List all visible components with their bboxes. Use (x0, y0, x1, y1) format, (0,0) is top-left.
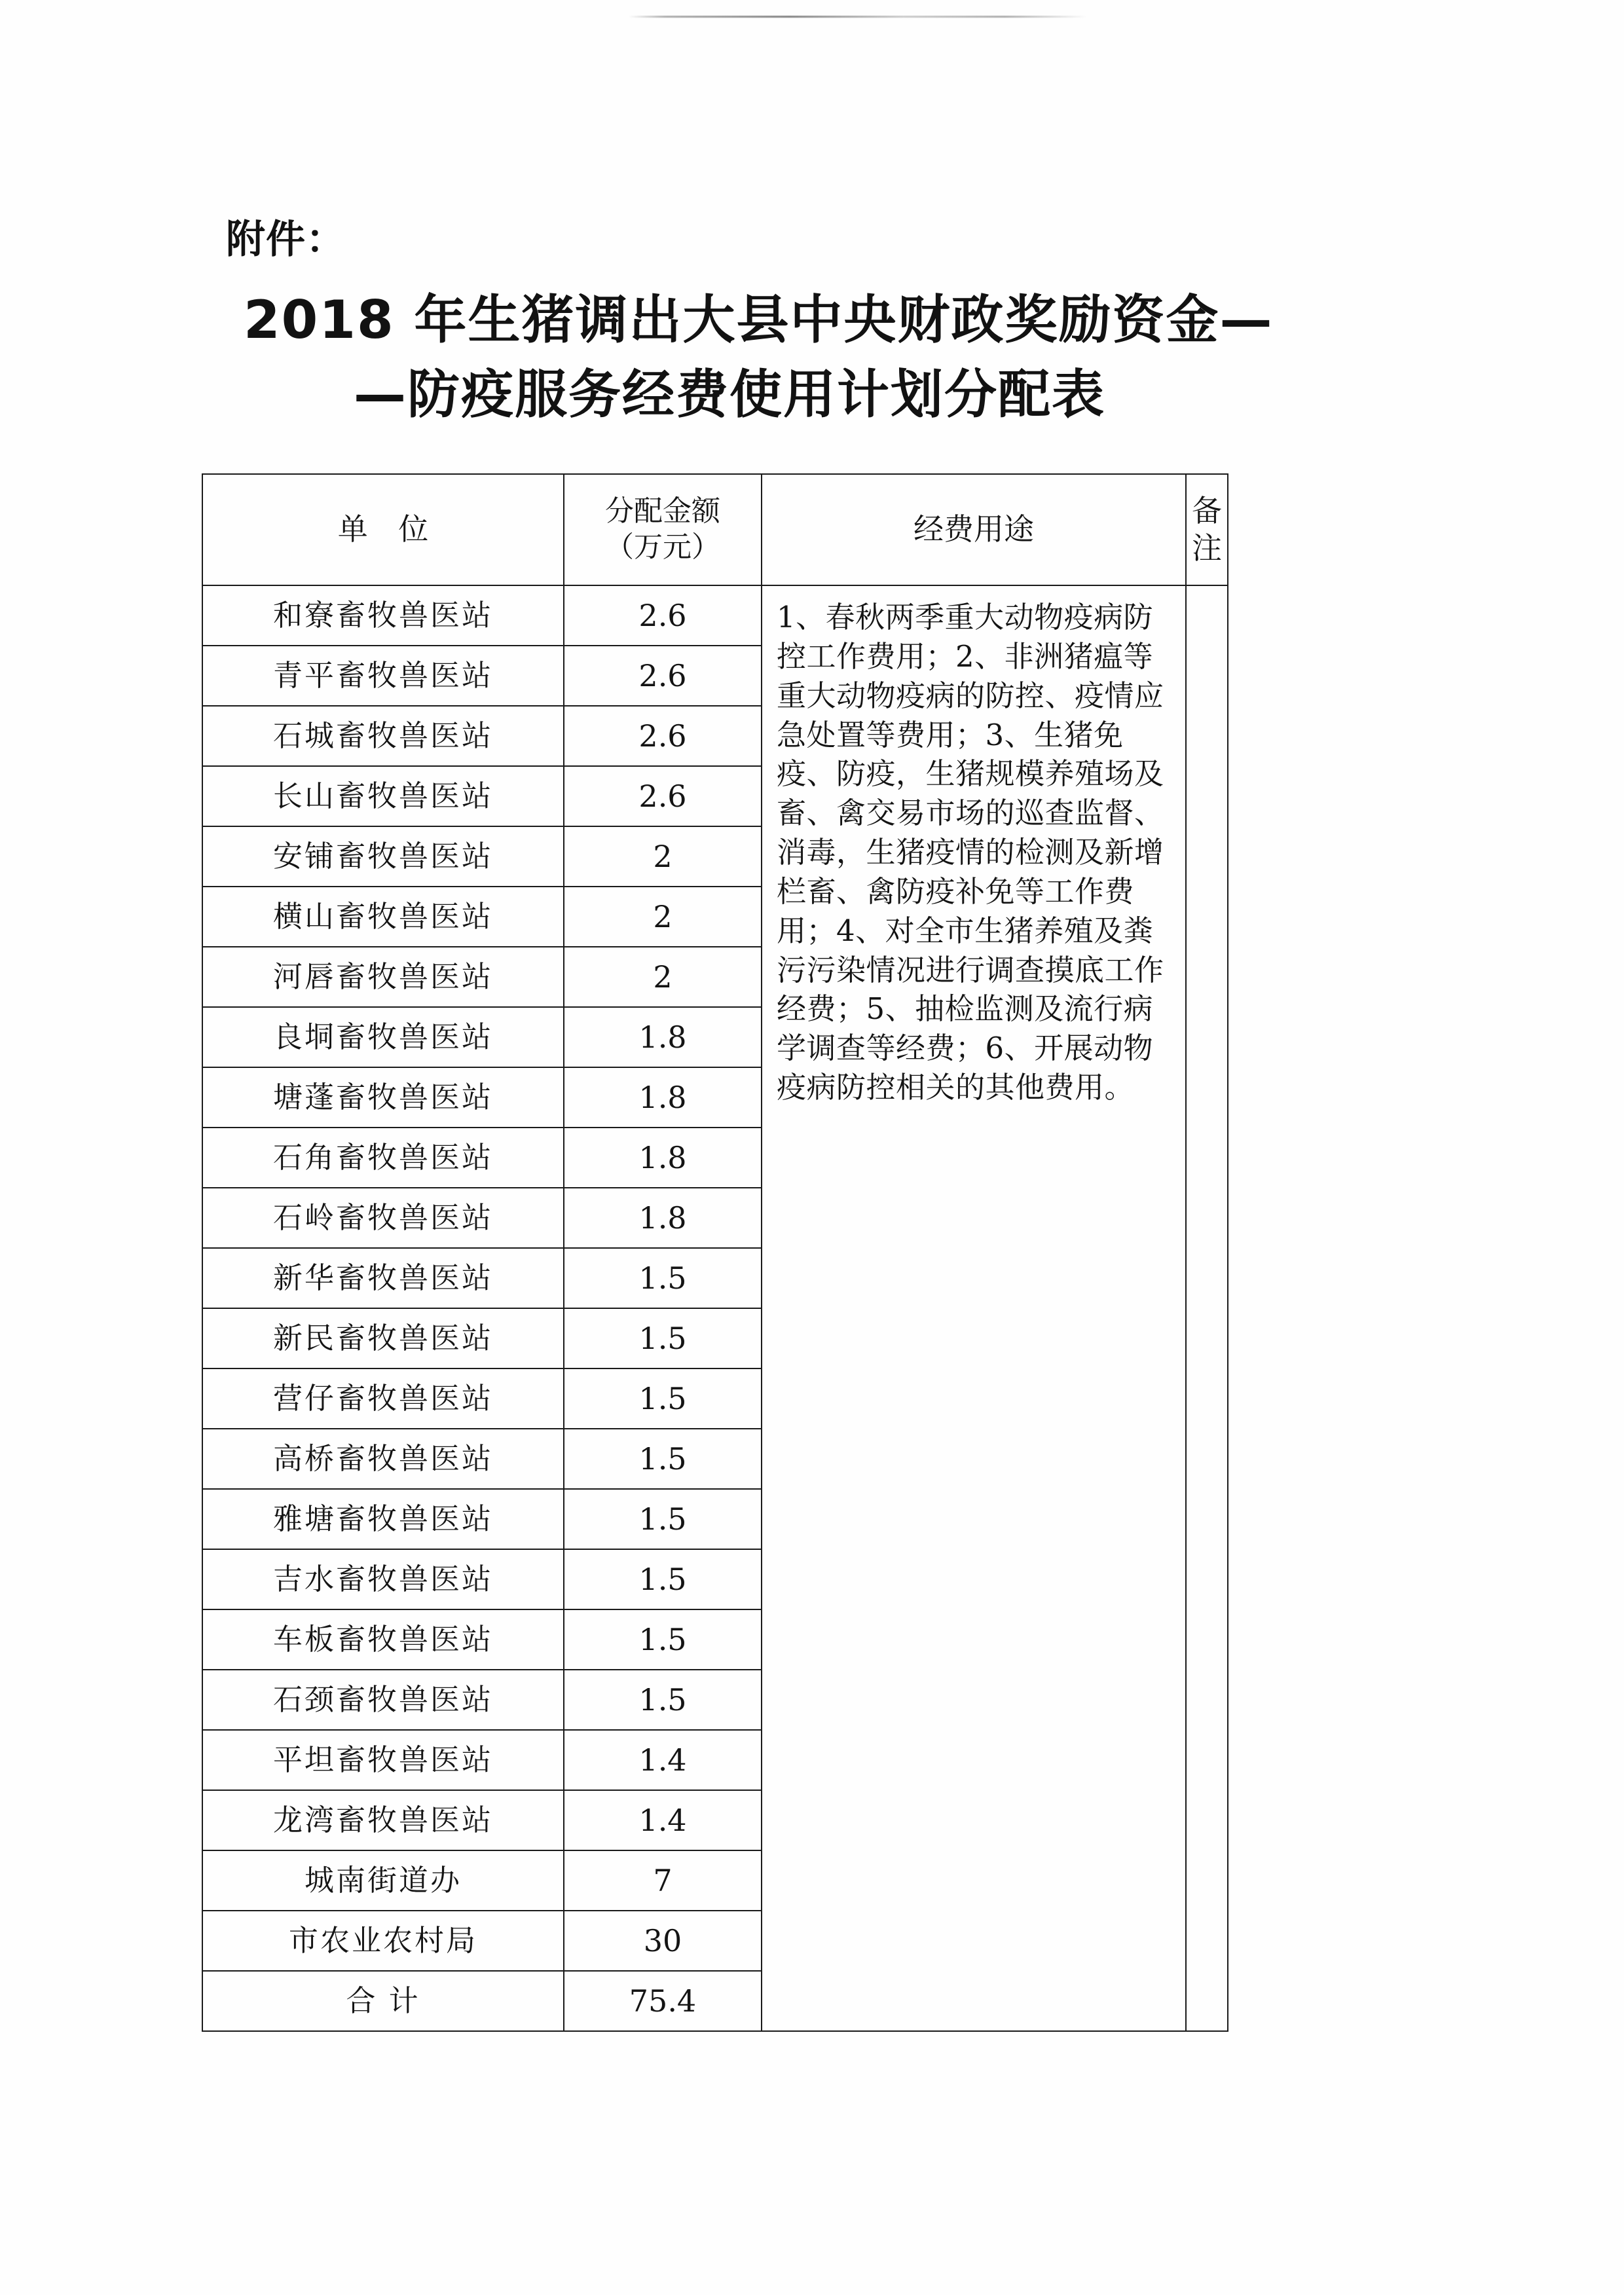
cell-amount: 1.8 (564, 1067, 762, 1128)
cell-unit: 长山畜牧兽医站 (202, 766, 564, 826)
cell-amount: 1.5 (564, 1429, 762, 1489)
cell-unit: 高桥畜牧兽医站 (202, 1429, 564, 1489)
cell-unit: 新华畜牧兽医站 (202, 1248, 564, 1308)
cell-unit: 新民畜牧兽医站 (202, 1308, 564, 1368)
column-header-amount-line-1: 分配金额 (605, 494, 720, 528)
cell-unit: 市农业农村局 (202, 1911, 564, 1971)
column-header-amount (564, 474, 762, 585)
table-header-row (202, 474, 1228, 585)
cell-amount: 1.4 (564, 1790, 762, 1850)
cell-unit: 营仔畜牧兽医站 (202, 1368, 564, 1429)
column-header-unit: 单 位 (202, 474, 564, 585)
cell-amount: 1.5 (564, 1308, 762, 1368)
cell-amount: 2.6 (564, 766, 762, 826)
cell-unit: 河唇畜牧兽医站 (202, 947, 564, 1007)
cell-unit: 青平畜牧兽医站 (202, 646, 564, 706)
table-row (202, 585, 1228, 646)
cell-amount: 2 (564, 947, 762, 1007)
page-title (236, 283, 1414, 431)
attachment-label: 附件： (226, 217, 346, 263)
table-body (202, 585, 1228, 2031)
cell-unit: 塘蓬畜牧兽医站 (202, 1067, 564, 1128)
cell-amount: 1.8 (564, 1007, 762, 1067)
cell-amount: 1.5 (564, 1609, 762, 1670)
cell-usage-description (762, 585, 1186, 2031)
cell-unit: 吉水畜牧兽医站 (202, 1549, 564, 1609)
cell-unit: 良垌畜牧兽医站 (202, 1007, 564, 1067)
cell-unit: 车板畜牧兽医站 (202, 1609, 564, 1670)
cell-unit: 石颈畜牧兽医站 (202, 1670, 564, 1730)
column-header-amount-line-2: （万元） (605, 530, 720, 564)
cell-amount: 2.6 (564, 646, 762, 706)
cell-amount: 1.8 (564, 1128, 762, 1188)
cell-amount: 1.8 (564, 1188, 762, 1248)
cell-unit: 石角畜牧兽医站 (202, 1128, 564, 1188)
cell-unit: 城南街道办 (202, 1850, 564, 1911)
cell-amount: 1.5 (564, 1549, 762, 1609)
cell-unit: 石城畜牧兽医站 (202, 706, 564, 766)
column-header-remark: 备注 (1186, 474, 1228, 585)
cell-amount: 1.5 (564, 1368, 762, 1429)
cell-remark (1186, 585, 1228, 2031)
cell-unit: 和寮畜牧兽医站 (202, 585, 564, 646)
cell-unit: 龙湾畜牧兽医站 (202, 1790, 564, 1850)
column-header-usage: 经费用途 (762, 474, 1186, 585)
cell-amount: 1.5 (564, 1248, 762, 1308)
usage-description-text: 1、春秋两季重大动物疫病防控工作费用；2、非洲猪瘟等重大动物疫病的防控、疫情应急处置等费用；3、生猪免疫、防疫，生猪规模养殖场及畜、禽交易市场的巡查监督、消毒，生猪疫情的检测及新增栏畜、禽防疫补免等工作费用；4、对全市生猪养殖及粪污污染情况进行调查摸底工作经费；5、抽检监测及流行病学调查等经费；6、开展动物疫病防控相关的其他费用。 (777, 600, 1164, 1105)
cell-unit: 平坦畜牧兽医站 (202, 1730, 564, 1790)
page-title-line-2: —防疫服务经费使用计划分配表 (354, 363, 1105, 425)
cell-unit: 雅塘畜牧兽医站 (202, 1489, 564, 1549)
cell-amount: 75.4 (564, 1971, 762, 2031)
cell-amount: 1.4 (564, 1730, 762, 1790)
cell-amount: 2.6 (564, 585, 762, 646)
cell-amount: 1.5 (564, 1670, 762, 1730)
scan-artifact-streak (629, 16, 1087, 18)
cell-unit: 石岭畜牧兽医站 (202, 1188, 564, 1248)
cell-amount: 1.5 (564, 1489, 762, 1549)
allocation-table (202, 473, 1228, 2032)
cell-amount: 30 (564, 1911, 762, 1971)
table-header (202, 474, 1228, 585)
cell-unit: 合 计 (202, 1971, 564, 2031)
cell-unit: 安铺畜牧兽医站 (202, 826, 564, 887)
cell-amount: 2 (564, 887, 762, 947)
cell-amount: 7 (564, 1850, 762, 1911)
cell-unit: 横山畜牧兽医站 (202, 887, 564, 947)
page-title-line-1: 2018 年生猪调出大县中央财政奖励资金— (244, 289, 1274, 350)
cell-amount: 2 (564, 826, 762, 887)
cell-amount: 2.6 (564, 706, 762, 766)
